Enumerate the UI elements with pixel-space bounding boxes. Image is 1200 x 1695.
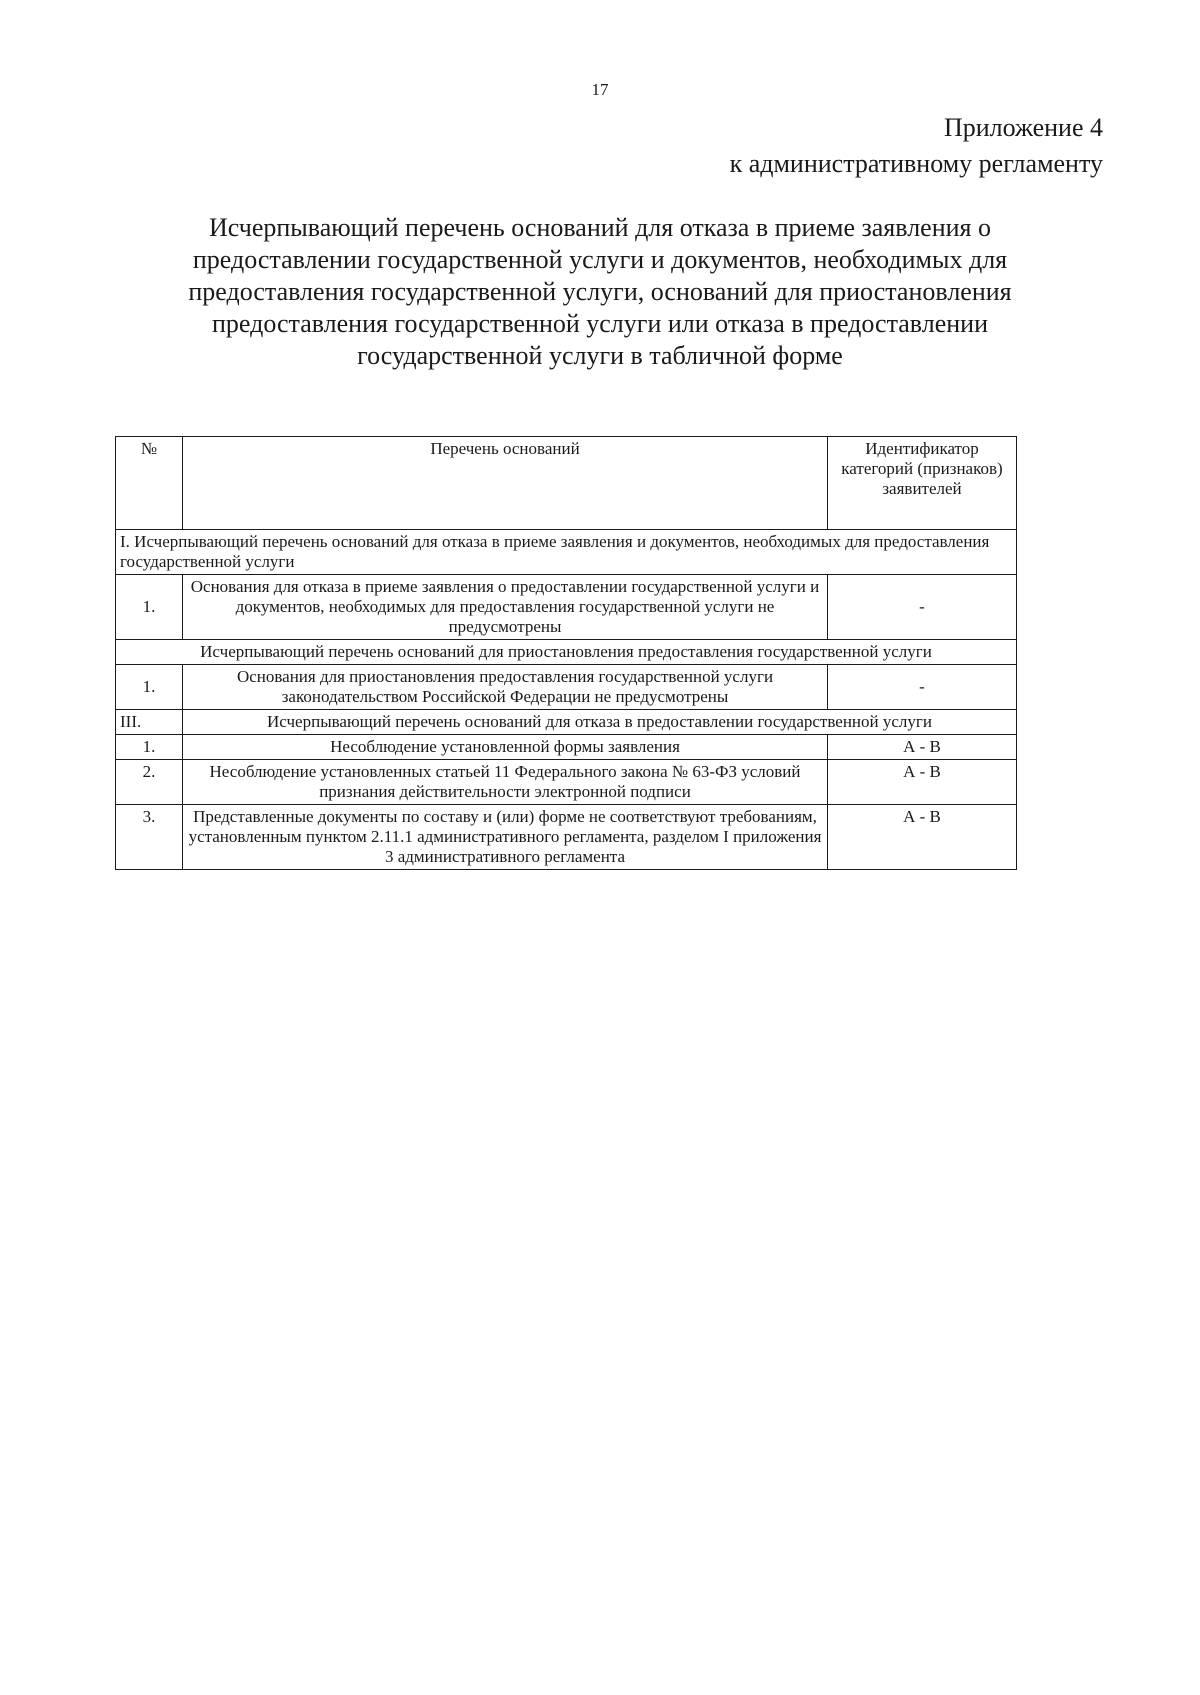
- appendix-title: Приложение 4: [943, 113, 1103, 142]
- section-3-title: Исчерпывающий перечень оснований для отказа в предоставлении государственной услуги: [183, 710, 1017, 735]
- section-3-row: [116, 710, 1017, 735]
- grounds-table: [115, 436, 1017, 870]
- row-text: Представленные документы по составу и (или) форме не соответствуют требованиям, установленным пунктом 2.11.1 административного регламента, разделом I приложения 3 административного регламента: [183, 805, 828, 870]
- page-number: 17: [591, 80, 609, 99]
- table-row: [116, 760, 1017, 805]
- row-identifier: А - В: [828, 735, 1017, 760]
- row-number: 3.: [116, 805, 183, 870]
- appendix-header: [730, 110, 1103, 182]
- table-row: [116, 735, 1017, 760]
- row-identifier: А - В: [828, 805, 1017, 870]
- header-number: №: [116, 437, 183, 530]
- section-2-title: Исчерпывающий перечень оснований для приостановления предоставления государственной услуги: [116, 640, 1017, 665]
- header-grounds: Перечень оснований: [183, 437, 828, 530]
- row-number: 1.: [116, 665, 183, 710]
- section-3-number: III.: [116, 710, 183, 735]
- row-number: 2.: [116, 760, 183, 805]
- section-1-title: I. Исчерпывающий перечень оснований для отказа в приеме заявления и документов, необходимых для предоставления государственной услуги: [116, 530, 1017, 575]
- row-text: Несоблюдение установленных статьей 11 Федерального закона № 63-ФЗ условий признания действительности электронной подписи: [183, 760, 828, 805]
- row-text: Основания для приостановления предоставления государственной услуги законодательством Российской Федерации не предусмотрены: [183, 665, 828, 710]
- row-identifier: -: [828, 575, 1017, 640]
- table-row: [116, 805, 1017, 870]
- row-identifier: -: [828, 665, 1017, 710]
- table-header-row: [116, 437, 1017, 530]
- row-number: 1.: [116, 735, 183, 760]
- appendix-subtitle: к административному регламенту: [729, 149, 1103, 178]
- section-1-row: [116, 530, 1017, 575]
- header-identifier: Идентификатор категорий (признаков) заявителей: [828, 437, 1017, 530]
- row-text: Основания для отказа в приеме заявления о предоставлении государственной услуги и документов, необходимых для предоставления государственной услуги не предусмотрены: [183, 575, 828, 640]
- table-row: [116, 575, 1017, 640]
- table-row: [116, 665, 1017, 710]
- row-identifier: А - В: [828, 760, 1017, 805]
- section-2-row: [116, 640, 1017, 665]
- document-title: Исчерпывающий перечень оснований для отказа в приеме заявления о предоставлении государственной услуги и документов, необходимых для предоставления государственной услуги, оснований для приостановления предоставления государственной услуги или отказа в предоставлении государственной услуги в табличной форме: [188, 213, 1012, 370]
- row-number: 1.: [116, 575, 183, 640]
- row-text: Несоблюдение установленной формы заявления: [183, 735, 828, 760]
